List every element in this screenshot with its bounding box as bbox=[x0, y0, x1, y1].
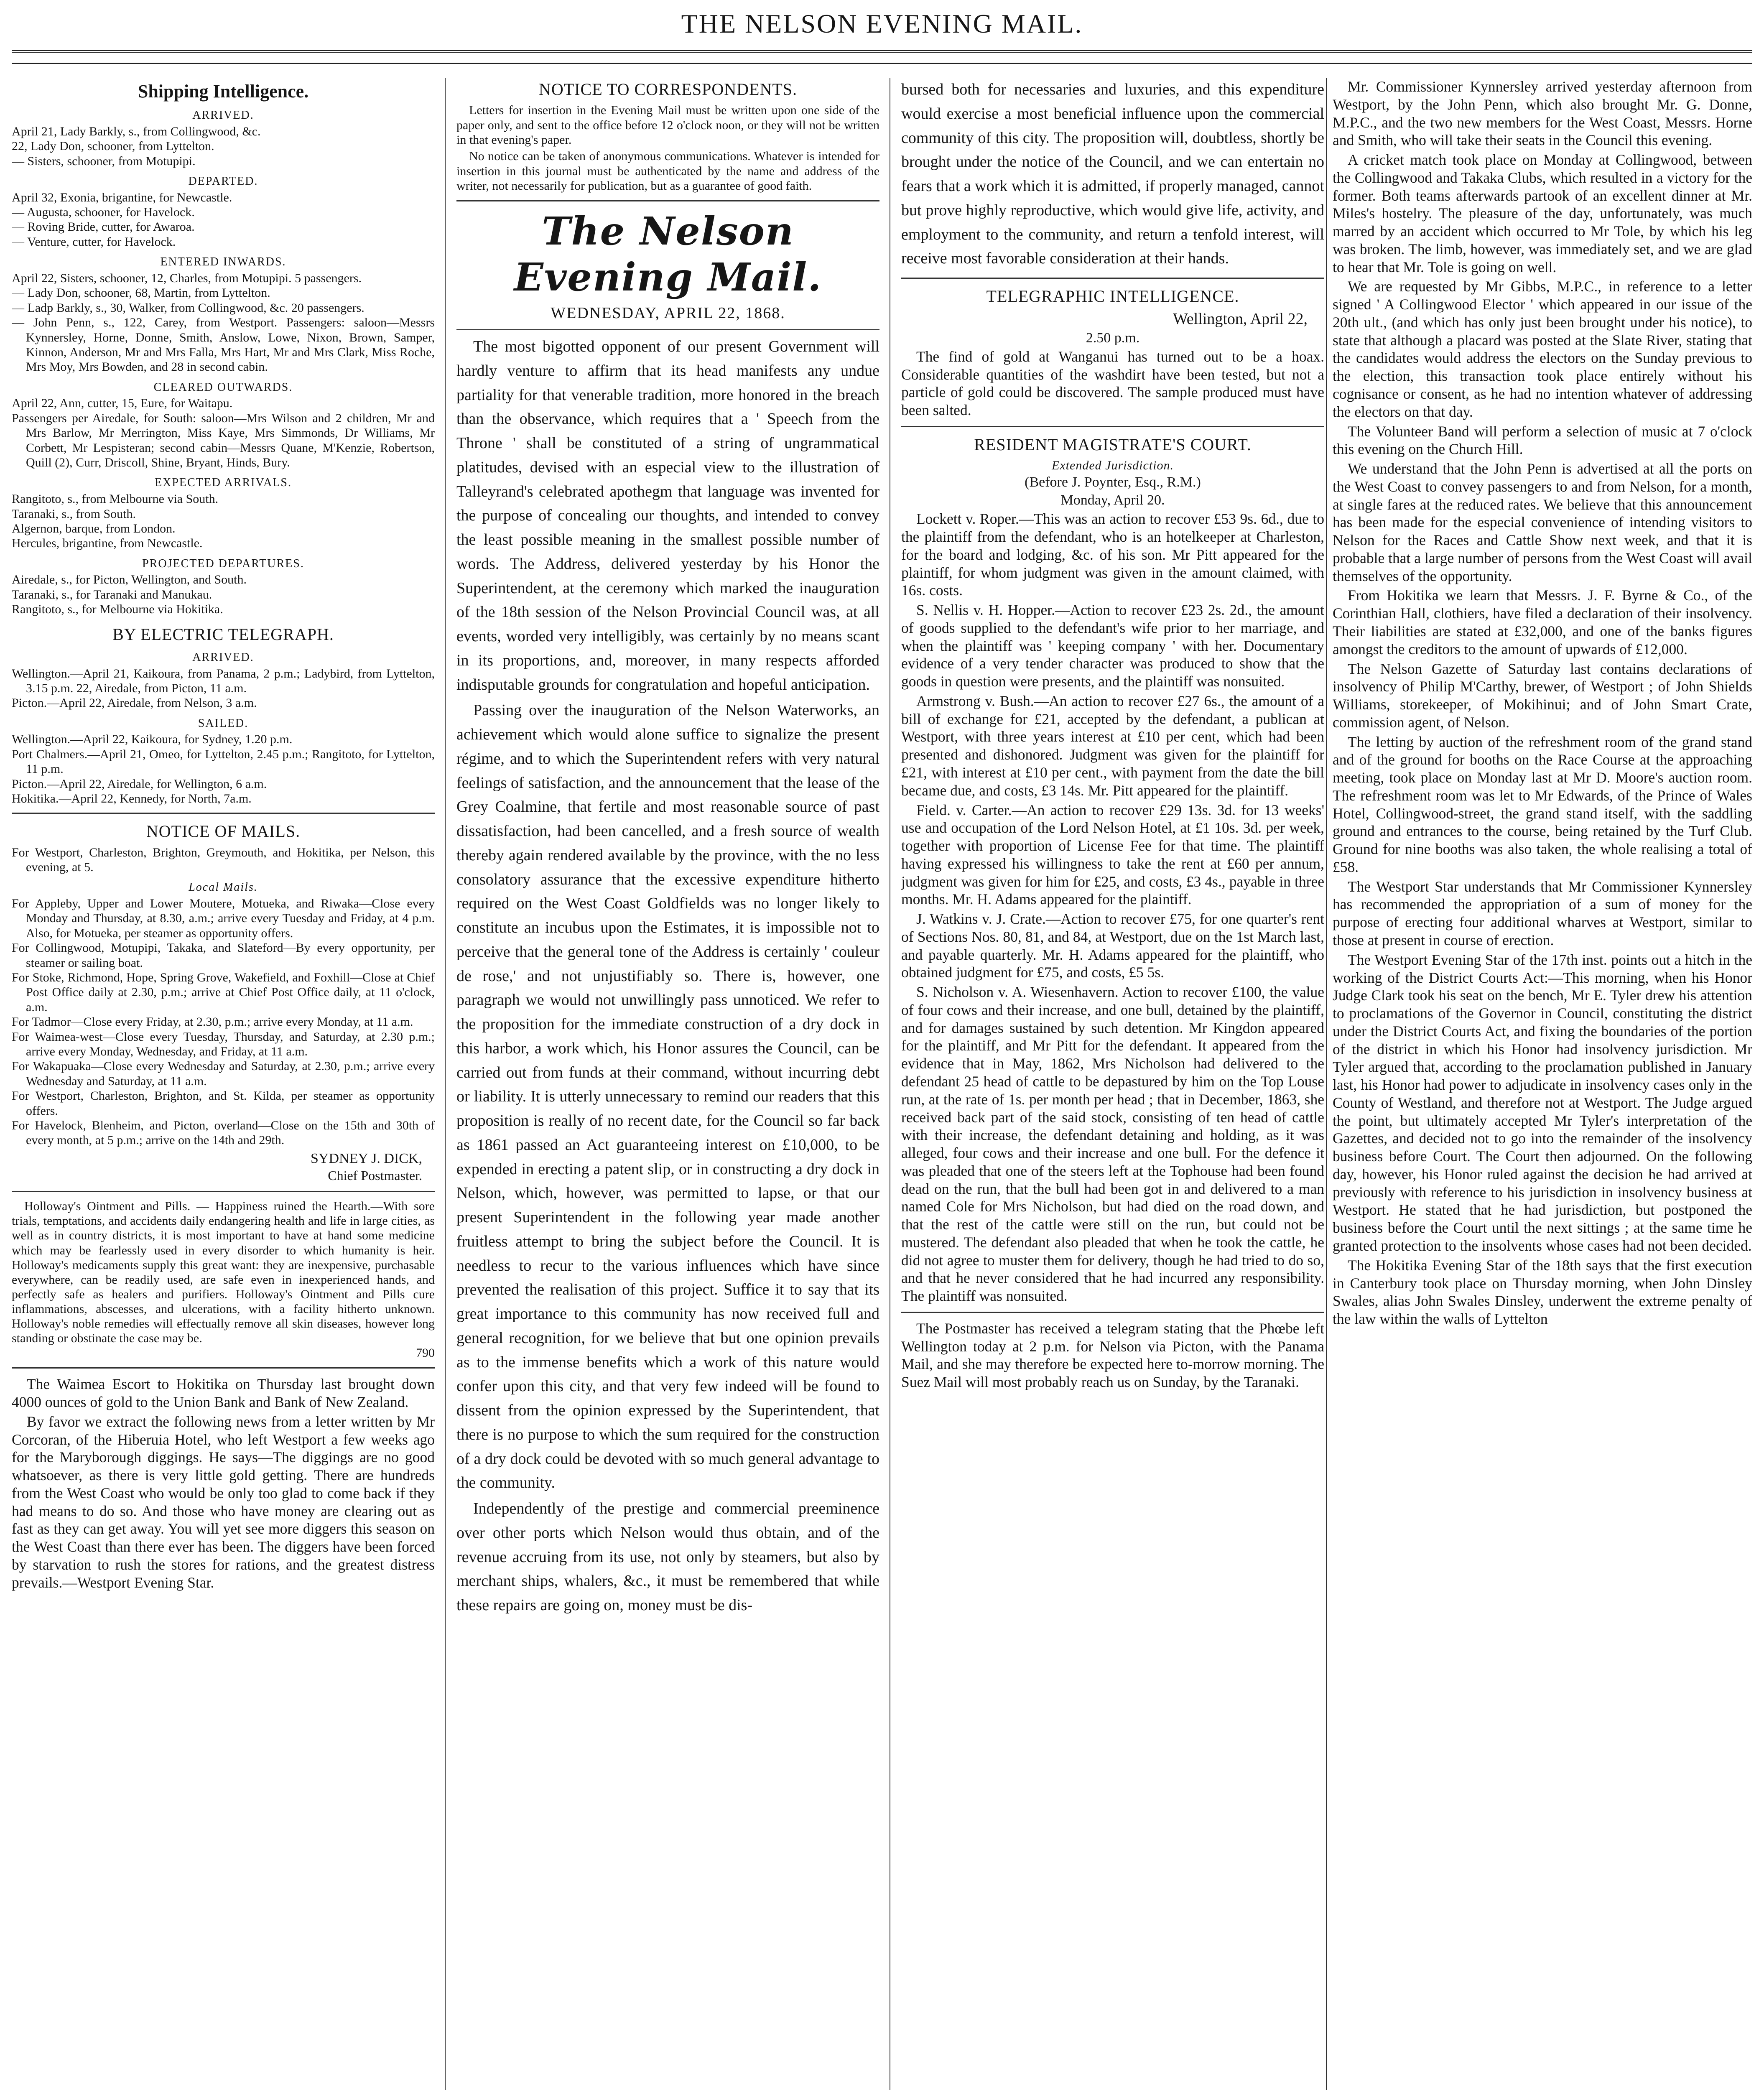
news-paragraph: The Westport Star understands that Mr Commissioner Kynnersley has recommended the appropriation of a sum of money for the purpose of erecting four additional wharves at Westport, similar to those at present in course of erection. bbox=[1333, 878, 1752, 948]
column-2 bbox=[456, 78, 879, 2090]
section-subhead: ENTERED INWARDS. bbox=[160, 255, 286, 269]
mail-entry: For Waimea-west—Close every Tuesday, Thursday, and Saturday, at 2.30 p.m.; arrive every Monday, Wednesday, and Friday, at 11 a.m. bbox=[12, 1030, 435, 1058]
telegraph-entry: Hokitika.—April 22, Kennedy, for North, 7a.m. bbox=[12, 791, 252, 805]
news-paragraph: Mr. Commissioner Kynnersley arrived yesterday afternoon from Westport, by the John Penn, which also brought Mr. G. Donne, M.P.C., and the two new members for the West Coast, Messrs. Horne and Smith, who will take their seats in the Council this evening. bbox=[1333, 78, 1752, 149]
news-paragraph: From Hokitika we learn that Messrs. J. F. Byrne & Co., of the Corinthian Hall, clothiers, have filed a declaration of their insolvency. Their liabilities are stated at £32,000, and one of the banks figures amongst the creditors to the amount of upwards of £12,000. bbox=[1333, 587, 1752, 658]
section-subhead: ARRIVED. bbox=[192, 109, 254, 122]
news-paragraph: We understand that the John Penn is advertised at all the ports on the West Coast to convey passengers to and from Nelson, for a month, at single fares at the reduced rates. We believe that this announcement has been made for the especial convenience of intending visitors to Nelson for the Races and Cattle Show next week, and that it is probable that a large number of persons from the West Coast will avail themselves of the opportunity. bbox=[1333, 460, 1752, 584]
mails-title: NOTICE OF MAILS. bbox=[146, 822, 301, 841]
ship-entry: Rangitoto, s., for Melbourne via Hokitika. bbox=[12, 602, 223, 617]
court-title: RESIDENT MAGISTRATE'S COURT. bbox=[974, 435, 1252, 454]
news-paragraph: The Hokitika Evening Star of the 18th says that the first execution in Canterbury took place on Thursday morning, when John Dinsley Swales, alias John Swales Dinsley, underwent the extreme penalty of the law within the walls of Lyttelton bbox=[1333, 1257, 1752, 1328]
ship-entry: Algernon, barque, from London. bbox=[12, 521, 176, 535]
ship-entry: Airedale, s., for Picton, Wellington, and South. bbox=[12, 573, 247, 587]
news-paragraph: We are requested by Mr Gibbs, M.P.C., in reference to a letter signed ' A Collingwood Elector ' which appeared in our issue of the 20th ult., (and which has only just been brought under his notice), to state that although a placard was posted at the Slate River, stating that the candidates would address the electors on the Sunday previous to the election, this transaction took place entirely without his cognisance or consent, as he had no intention whatever of addressing the electors on that day. bbox=[1333, 278, 1752, 420]
court-case: Lockett v. Roper.—This was an action to recover £53 9s. 6d., due to the plaintiff from the defendant, who is an hotelkeeper at Charleston, for the board and lodging, &c. of his son. Mr Pitt appeared for the plaintiff, for whom judgment was given in the amount claimed, with 16s. costs. bbox=[901, 510, 1324, 599]
telegraph-entry: Picton.—April 22, Airedale, for Wellington, 6 a.m. bbox=[12, 777, 267, 791]
mail-entry: For Westport, Charleston, Brighton, and St. Kilda, per steamer as opportunity offers. bbox=[12, 1089, 435, 1118]
section-subhead: ARRIVED. bbox=[192, 650, 254, 664]
section-rule bbox=[456, 329, 879, 330]
news-paragraph: The Nelson Gazette of Saturday last contains declarations of insolvency of Philip M'Carthy, brewer, of Westport ; of John Shields Williams, storekeeper, of Mokihinui; and of John Smart Crate, commission agent, of Nelson. bbox=[1333, 660, 1752, 731]
shipping-title: Shipping Intelligence. bbox=[138, 81, 309, 102]
section-subhead: PROJECTED DEPARTURES. bbox=[142, 557, 304, 570]
ship-entry: — Venture, cutter, for Havelock. bbox=[12, 234, 176, 249]
mail-entry: For Appleby, Upper and Lower Moutere, Motueka, and Riwaka—Close every Monday and Thursday, at 8.30, a.m.; arrive every Tuesday and Friday, at 4 p.m. Also, for Motueka, per steamer as opportunity offers. bbox=[12, 897, 435, 940]
leader-paragraph: Independently of the prestige and commercial preeminence over other ports which Nelson would thus obtain, and of the revenue accruing from its use, not only by steamers, but also by merchant ships, whalers, &c., it must be remembered that while these repairs are going on, money must be dis- bbox=[456, 1500, 879, 1614]
section-subhead: DEPARTED. bbox=[188, 174, 258, 188]
court-case: Armstrong v. Bush.—An action to recover £27 6s., the amount of a bill of exchange for £21, accepted by the defendant, a publican at Westport, with three years interest at £10 per cent, which had been presented and dishonored. Judgment was given for the plaintiff for £21, with interest at £10 per cent., with payment from the date the bill became due, and costs, £3 14s. Mr. Pitt appeared for the plaintiff. bbox=[901, 692, 1324, 799]
column-divider bbox=[445, 78, 446, 2090]
column-4 bbox=[1333, 78, 1752, 2090]
court-case: S. Nicholson v. A. Wiesenhavern. Action to recover £100, the value of four cows and their increase, and one bull, detained by the plaintiff, and for damages sustained by such detention. Mr Kingdon appeared for the plaintiff, and Mr Pitt for the defendant. It appeared from the evidence that in May, 1862, Mrs Nicholson had delivered to the defendant 25 head of cattle to be depastured by him on the Top Louse run, at the rate of 1s. per month per head ; that in December, 1863, she received back part of the said stock, consisting of ten head of cattle with their increase, the defendant detaining and holding, as it was alleged, four cows and their increase and one bull. For the defence it was pleaded that one of the steers left at the Tophouse had been found dead on the run, that the bull had been got in and delivered to a man named Cole for Mrs Nicholson, but had died on the road down, and that the rest of the cattle were still on the run, but could not be mustered. The defendant also pleaded that when he took the cattle, he did not agree to muster them for delivery, though he had tried to do so, and that he never considered that he had incurred any responsibility. The plaintiff was nonsuited. bbox=[901, 984, 1324, 1305]
mail-entry: For Wakapuaka—Close every Wednesday and Saturday, at 2.30, p.m.; arrive every Wednesday and Saturday, at 11 a.m. bbox=[12, 1059, 435, 1088]
telegraph-entry: Port Chalmers.—April 21, Omeo, for Lyttelton, 2.45 p.m.; Rangitoto, for Lyttelton, 11 p.m. bbox=[12, 747, 435, 776]
telegraph-entry: Wellington.—April 22, Kaikoura, for Sydney, 1.20 p.m. bbox=[12, 732, 293, 747]
leader-paragraph: Passing over the inauguration of the Nelson Waterworks, an achievement which would alone suffice to signalize the present régime, and to which the Superintendent refers with very natural feelings of satisfaction, and the announcement that the lease of the Grey Coalmine, that fertile and most reasonable source of past dissatisfaction, had been cancelled, and a fresh source of wealth thereby again rendered available by the province, with the no less consolatory assurance that the excessive expenditure hitherto required on the West Coast Goldfields was no longer likely to constitute an incubus upon the Estimates, it is impossible not to perceive that the general tone of the Address is certainly ' couleur de rose,' and not unjustifiably so. There is, however, one paragraph we would not unwillingly pass unnoticed. We refer to the proposition for the immediate construction of a dry dock in this harbor, a work which, his Honor assures the Council, can be carried out from funds at their command, without incurring debt or liability. It is utterly unnecessary to remind our readers that this proposition is really of no recent date, for the Council so far back as 1861 passed an Act guaranteeing interest on £10,000, to be expended in erecting a patent slip, or in constructing a dry dock in Nelson, which, however, was permitted to lapse, or that our present Superintendent in the following year made another fruitless attempt to bring the subject before the Council. It is needless to recur to the various influences which have since prevented the realisation of this project. Suffice it to say that its great importance to this community has now received full and general recognition, for we believe that but one opinion prevails as to the immense benefits which a work of this nature would confer upon this city, and that very few indeed will be found to dissent from the opinion expressed by the Superintendent, that there is no purpose to which the sum required for the construction of a dry dock could be devoted with so much general advantage to the community. bbox=[456, 701, 879, 1492]
section-rule bbox=[901, 426, 1324, 427]
telegraphic-title: TELEGRAPHIC INTELLIGENCE. bbox=[986, 287, 1239, 306]
court-case: Field. v. Carter.—An action to recover £29 13s. 3d. for 13 weeks' use and occupation of the Lord Nelson Hotel, at £1 10s. 3d. per week, together with proportion of License Fee for that time. The plaintiff having expressed his willingness to take the rent at £60 per annum, judgment was given for him for £25, and costs, £3 4s., payable in three months. Mr. H. Adams appeared for the plaintiff. bbox=[901, 801, 1324, 908]
leader-paragraph: The most bigotted opponent of our present Government will hardly venture to affirm that its head manifests any undue partiality for that venerable tradition, more honored in the breach than the observance, which requires that a ' Speech from the Throne ' shall be constituted of a string of ungrammatical platitudes, devised with an especial view to the illustration of Talleyrand's celebrated apothegm that language was invented for the purpose of concealing our thoughts, and intended to convey the least possible meaning in the smallest possible number of words. The Address, delivered yesterday by his Honor the Superintendent, at the ceremony which marked the inauguration of the 18th session of the Nelson Provincial Council was, at all events, worded very intelligibly, was certainly by no means scant in its proportions, and, moreover, in many respects afforded indisputable grounds for congratulation and hopeful anticipation. bbox=[456, 338, 879, 693]
news-paragraph: The Westport Evening Star of the 17th inst. points out a hitch in the working of the District Courts Act:—This morning, when his Honor Judge Clark took his seat on the bench, Mr E. Tyler drew his attention to proclamations of the Governor in Council, constituting the district under the District Courts Act, and fixing the boundaries of the portion of the district in which his Honor had insolvency jurisdiction. Mr Tyler argued that, according to the proclamation published in January last, his Honor had power to adjudicate in insolvency cases only in the County of Westland, and therefore not at Westport. The Judge argued the point, but ultimately accepted Mr Tyler's interpretation of the Gazettes, and decided not to go into the remainder of the insolvency business before Court. The Court then adjourned. On the following day, however, his Honor ruled against the decision he had arrived at previously with reference to his jurisdiction in insolvency business at Westport. He stated that he had jurisdiction, but postponed the business before the Court until the next sittings ; at the same time he granted protection to the insolvents whose cases had not been decided. bbox=[1333, 951, 1752, 1254]
notice-paragraph: No notice can be taken of anonymous communications. Whatever is intended for insertion in this journal must be authenticated by the name and address of the writer, not necessarily for publication, but as a guarantee of good faith. bbox=[456, 149, 879, 193]
ship-entry: Hercules, brigantine, from Newcastle. bbox=[12, 536, 203, 551]
ship-entry: — Lady Don, schooner, 68, Martin, from Lyttelton. bbox=[12, 286, 270, 300]
holloway-advertisement: Holloway's Ointment and Pills. — Happiness ruined the Hearth.—With sore trials, temptations, and accidents daily endangering health and life in large cities, as well as in country districts, it is most important to have at hand some medicine which may be fearlessly used in every disorder to which humanity is heir. Holloway's medicaments supply this great want: they are inexpensive, purchasable everywhere, can be readily used, are safe even in inexperienced hands, and perfectly safe as healers and purifiers. Holloway's Ointment and Pills cure inflammations, abscesses, and ulcerations, with a facility hitherto unknown. Holloway's noble remedies will effectually remove all skin diseases, however long standing or obstinate the case may be. bbox=[12, 1199, 435, 1346]
news-paragraph: By favor we extract the following news from a letter written by Mr Corcoran, of the Hiberuia Hotel, who left Westport a few weeks ago for the Maryborough diggings. He says—The diggings are no good whatsoever, as there is very little gold getting. There are hundreds from the West Coast who would be only too glad to come back if they had means to do so. And those who have money are clearing out as fast as they can get away. You will yet see more diggers this season on the West Coast than there ever has been. The diggers have been forced by starvation to rush the stores for rations, and the greatest distress prevails.—Westport Evening Star. bbox=[12, 1413, 435, 1591]
ship-entry: Taranaki, s., for Taranaki and Manukau. bbox=[12, 587, 212, 602]
court-date: Monday, April 20. bbox=[1060, 492, 1165, 508]
court-case: S. Nellis v. H. Hopper.—Action to recover £23 2s. 2d., the amount of goods supplied to the defendant's wife prior to her marriage, and when the plaintiff was ' keeping company ' with her. Documentary evidence of a very tender character was produced to show that the goods in question were presents, and the plaintiff was nonsuited. bbox=[901, 602, 1324, 690]
telegraph-entry: Picton.—April 22, Airedale, from Nelson, 3 a.m. bbox=[12, 696, 257, 710]
telegraph-time: 2.50 p.m. bbox=[1086, 330, 1140, 346]
court-case: J. Watkins v. J. Crate.—Action to recover £75, for one quarter's rent of Sections Nos. 80, 81, and 84, at Westport, due on the 1st March last, and payable quarterly. Mr. H. Adams appeared for the plaintiff, who obtained judgment for £75, and costs, £5 5s. bbox=[901, 910, 1324, 981]
masthead: THE NELSON EVENING MAIL. bbox=[681, 9, 1083, 38]
ship-entry: Passengers per Airedale, for South: saloon—Mrs Wilson and 2 children, Mr and Mrs Barlow, Mr Merrington, Miss Kaye, Mrs Simmonds, Dr Williams, Mr Corbett, Mr Lespisteran; second cabin—Messrs Quane, M'Kenzie, Robertson, Quill (2), Curr, Driscoll, Shine, Bryant, Hinds, Bury. bbox=[12, 411, 435, 469]
mail-entry: For Havelock, Blenheim, and Picton, overland—Close on the 15th and 30th of every month, at 5 p.m.; arrive on the 14th and 29th. bbox=[12, 1118, 435, 1147]
column-divider bbox=[1326, 78, 1327, 2090]
signature-title: Chief Postmaster. bbox=[328, 1167, 422, 1183]
section-rule bbox=[901, 1312, 1324, 1313]
mail-entry: For Stoke, Richmond, Hope, Spring Grove, Wakefield, and Foxhill—Close at Chief Post Office daily at 2.30, p.m.; arrive at Chief Post Office daily, at 11 o'clock, a.m. bbox=[12, 971, 435, 1014]
masthead-rule-lower bbox=[12, 63, 1752, 64]
section-subhead: Local Mails. bbox=[189, 881, 258, 894]
news-paragraph: A cricket match took place on Monday at Collingwood, between the Collingwood and Takaka Clubs, which resulted in a victory for the former. Both teams afterwards partook of an excellent dinner at Mr. Miles's hostelry. The pleasure of the day, unfortunately, was much marred by an accident which occurred to Mr Tole, by which his leg was broken. The limb, however, was immediately set, and we are glad to hear that Mr. Tole is going on well. bbox=[1333, 151, 1752, 275]
ship-entry: — Sisters, schooner, from Motupipi. bbox=[12, 154, 196, 168]
section-subhead: EXPECTED ARRIVALS. bbox=[155, 476, 292, 489]
leader-continuation: bursed both for necessaries and luxuries, and this expenditure would exercise a most beneficial influence upon the commercial community of this city. The proposition will, doubtless, shortly be brought under the notice of the Council, and we can entertain no fears that a work which it is admitted, if properly managed, cannot but prove highly reproductive, which would give life, activity, and employment to the community, and return a tenfold interest, will receive most favorable consideration at their hands. bbox=[901, 81, 1324, 268]
section-subhead: SAILED. bbox=[198, 716, 249, 730]
dateline: WEDNESDAY, APRIL 22, 1868. bbox=[551, 304, 785, 322]
section-rule bbox=[12, 813, 435, 814]
telegraph-entry: Wellington.—April 21, Kaikoura, from Panama, 2 p.m.; Ladybird, from Lyttelton, 3.15 p.m. 22, Airedale, from Picton, 11 a.m. bbox=[12, 666, 435, 695]
ship-entry: — Roving Bride, cutter, for Awaroa. bbox=[12, 220, 195, 234]
news-paragraph: The Postmaster has received a telegram stating that the Phœbe left Wellington today at 2 p.m. for Nelson via Picton, with the Panama Mail, and she may therefore be expected here to-morrow morning. The Suez Mail will most probably reach us on Sunday, by the Taranaki. bbox=[901, 1320, 1324, 1391]
court-subtitle: Extended Jurisdiction. bbox=[1052, 459, 1174, 473]
telegraph-paragraph: The find of gold at Wanganui has turned out to be a hoax. Considerable quantities of the washdirt have been tested, but not a particle of gold could be discovered. The sample produced must have been salted. bbox=[901, 348, 1324, 419]
notice-paragraph: Letters for insertion in the Evening Mail must be written upon one side of the paper only, and sent to the office before 12 o'clock noon, or they will not be written in that evening's paper. bbox=[456, 103, 879, 147]
telegraph-title: BY ELECTRIC TELEGRAPH. bbox=[112, 624, 334, 644]
ship-entry: April 21, Lady Barkly, s., from Collingwood, &c. bbox=[12, 124, 261, 138]
ship-entry: — Ladp Barkly, s., 30, Walker, from Collingwood, &c. 20 passengers. bbox=[12, 301, 365, 315]
notice-title: NOTICE TO CORRESPONDENTS. bbox=[538, 80, 798, 99]
masthead-rule bbox=[12, 50, 1752, 53]
news-paragraph: The Waimea Escort to Hokitika on Thursday last brought down 4000 ounces of gold to the Union Bank and Bank of New Zealand. bbox=[12, 1376, 435, 1411]
column-1 bbox=[12, 78, 435, 2090]
section-rule bbox=[456, 200, 879, 201]
mail-entry: For Collingwood, Motupipi, Takaka, and Slateford—By every opportunity, per steamer or sailing boat. bbox=[12, 941, 435, 970]
ship-entry: — Augusta, schooner, for Havelock. bbox=[12, 205, 195, 219]
court-before: (Before J. Poynter, Esq., R.M.) bbox=[1025, 474, 1201, 490]
section-subhead: CLEARED OUTWARDS. bbox=[153, 380, 293, 394]
advertisement-number: 790 bbox=[416, 1346, 435, 1360]
signature: SYDNEY J. DICK, bbox=[311, 1150, 422, 1166]
telegraph-place: Wellington, April 22, bbox=[1173, 310, 1308, 328]
section-rule bbox=[12, 1191, 435, 1192]
column-3 bbox=[901, 78, 1324, 2090]
ship-entry: April 32, Exonia, brigantine, for Newcastle. bbox=[12, 190, 232, 204]
mail-entry: For Tadmor—Close every Friday, at 2.30, p.m.; arrive every Monday, at 11 a.m. bbox=[12, 1015, 413, 1029]
ship-entry: April 22, Ann, cutter, 15, Eure, for Waitapu. bbox=[12, 396, 233, 410]
ship-entry: Rangitoto, s., from Melbourne via South. bbox=[12, 492, 219, 506]
paper-title: The Nelson Evening Mail. bbox=[514, 208, 822, 300]
mail-entry: For Westport, Charleston, Brighton, Greymouth, and Hokitika, per Nelson, this evening, at 5. bbox=[12, 845, 435, 874]
ship-entry: April 22, Sisters, schooner, 12, Charles, from Motupipi. 5 passengers. bbox=[12, 271, 362, 285]
ship-entry: Taranaki, s., from South. bbox=[12, 507, 136, 521]
ship-entry: 22, Lady Don, schooner, from Lyttelton. bbox=[12, 139, 214, 153]
ship-entry: — John Penn, s., 122, Carey, from Westport. Passengers: saloon—Messrs Kynnersley, Horne, Donne, Smith, Anslow, Lowe, Nixon, Brown, Samper, Kinnon, Anderson, Mr and Mrs Falla, Mrs Hart, Mr and Mrs Clark, Miss Roche, Mrs Moy, Mrs Bowden, and 28 in second cabin. bbox=[12, 316, 435, 374]
news-paragraph: The Volunteer Band will perform a selection of music at 7 o'clock this evening on the Church Hill. bbox=[1333, 423, 1752, 458]
section-rule bbox=[901, 278, 1324, 279]
section-rule bbox=[12, 1367, 435, 1369]
news-paragraph: The letting by auction of the refreshment room of the grand stand and of the ground for booths on the Race Course at the approaching meeting, took place on Monday last at Mr D. Moore's auction room. The refreshment room was let to Mr Edwards, of the Prince of Wales Hotel, Collingwood-street, the grand stand itself, with the saddling ground and entrances to the course, being retained by the Turf Club. Ground for nine booths was also taken, the whole realising a total of £58. bbox=[1333, 733, 1752, 875]
